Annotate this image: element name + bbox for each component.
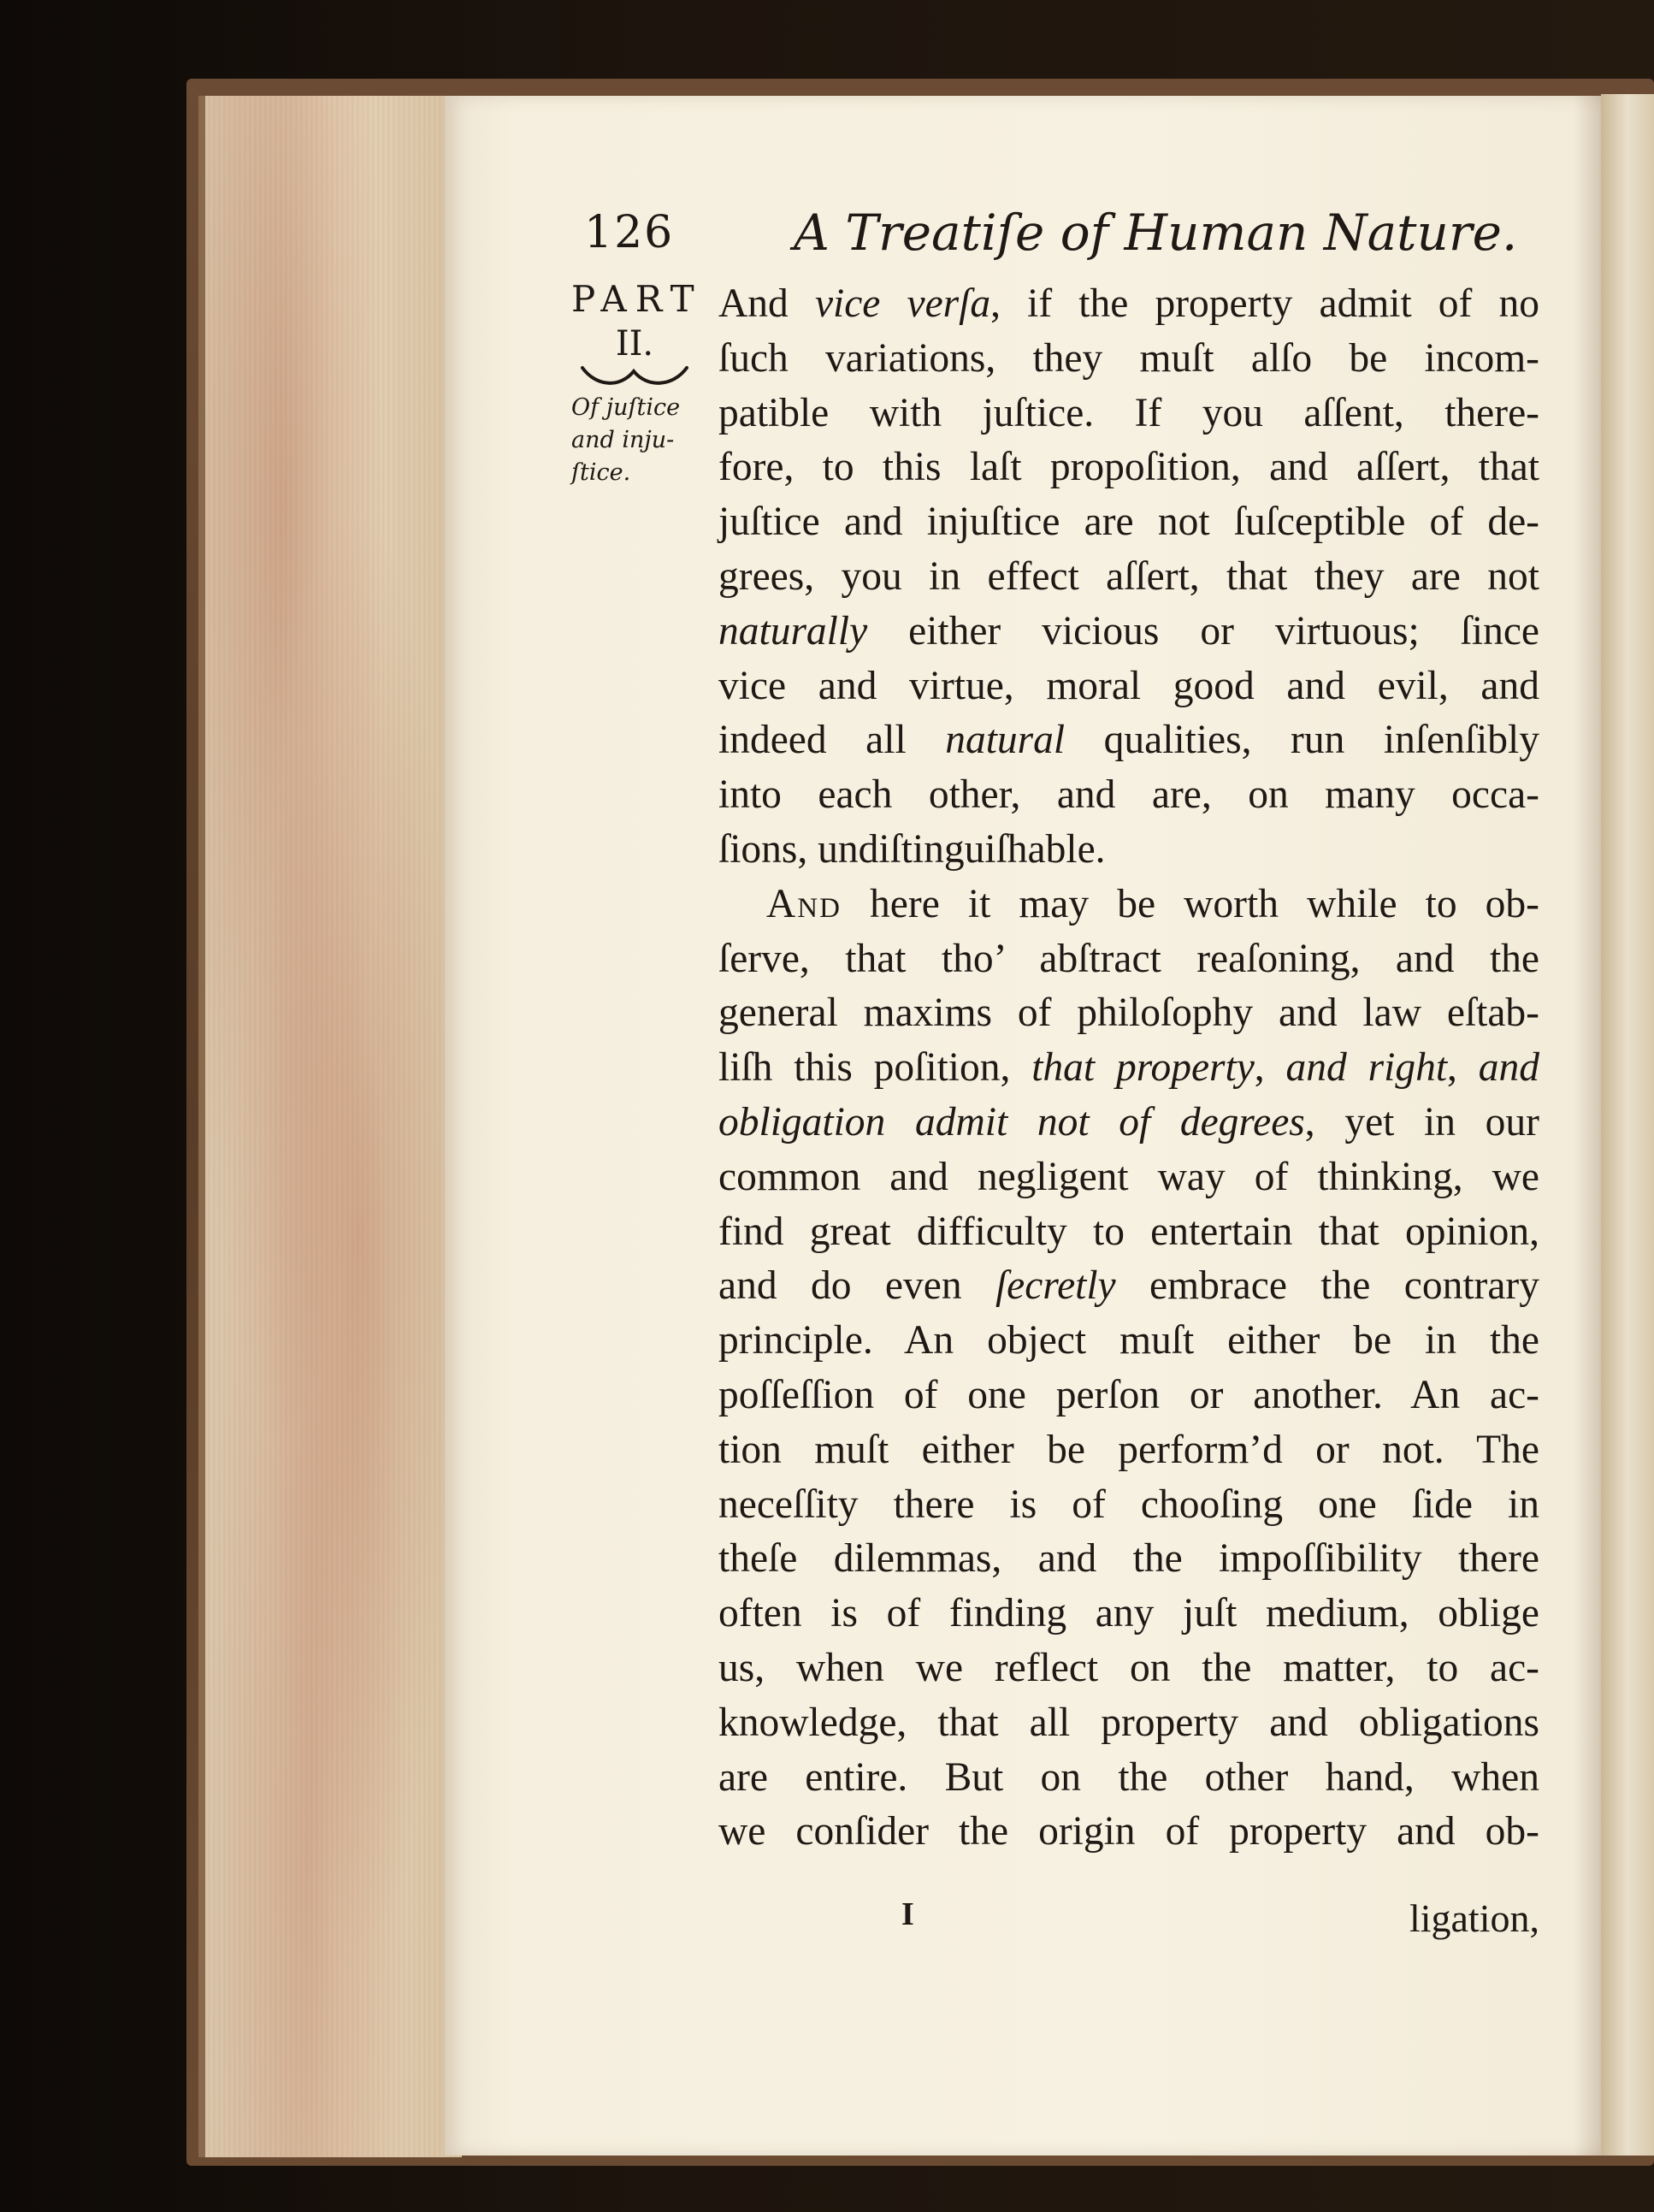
- side-note-line: and inju-: [571, 427, 675, 453]
- part-number: II.: [615, 324, 654, 364]
- text-run: into each other, and are, on many occa-: [718, 772, 1539, 818]
- text-run: indeed all: [718, 718, 946, 763]
- text-run: ſerve, that tho’ abſtract reaſoning, and the: [718, 936, 1539, 981]
- text-run: knowledge, that all property and obligations: [718, 1700, 1539, 1745]
- side-note: [571, 392, 691, 489]
- signature-mark: I: [901, 1896, 914, 1932]
- page-header: [584, 204, 1518, 275]
- text-line: [718, 1696, 1539, 1751]
- text-run: here it may be worth while to ob-: [841, 881, 1539, 926]
- text-run: poſſeſſion of one perſon or another. An ac-: [718, 1372, 1539, 1417]
- text-run: embrace the contrary: [1115, 1263, 1539, 1309]
- page-number: 126: [584, 207, 675, 258]
- text-line: [718, 823, 1539, 878]
- text-line: [718, 1751, 1539, 1806]
- text-line: [718, 1096, 1539, 1150]
- text-run: liſh this poſition,: [718, 1045, 1032, 1091]
- text-run: fore, to this laſt propoſition, and aſſert, that: [718, 445, 1539, 490]
- text-run: often is of finding any juſt medium, oblige: [718, 1591, 1539, 1636]
- text-run: ſions, undiſtinguiſhable.: [718, 826, 1106, 872]
- italic-text: ſecretly: [995, 1263, 1116, 1309]
- text-line: [718, 768, 1539, 823]
- text-line: [718, 332, 1539, 387]
- italic-text: and right: [1285, 1045, 1448, 1091]
- text-line: [718, 441, 1539, 495]
- marginal-notes: [571, 277, 703, 489]
- text-run: juſtice and injuſtice are not ſuſceptible of de-: [718, 500, 1539, 545]
- page-footer: [718, 1896, 1539, 1950]
- part-label: PART: [571, 278, 703, 320]
- text-run: patible with juſtice. If you aſſent, there-: [718, 390, 1539, 435]
- text-run: we conſider the origin of property and ob-: [718, 1809, 1539, 1854]
- text-line: [718, 932, 1539, 987]
- text-line: [718, 1423, 1539, 1478]
- text-run: , yet in our: [1304, 1099, 1539, 1144]
- italic-text: and: [1478, 1045, 1540, 1091]
- text-run: neceſſity there is of chooſing one ſide in: [718, 1482, 1539, 1527]
- text-line: [718, 605, 1539, 659]
- text-line: [718, 659, 1539, 714]
- text-line: [718, 1150, 1539, 1205]
- text-run: us, when we reflect on the matter, to ac-: [718, 1645, 1539, 1690]
- text-run: are entire. But on the other hand, when: [718, 1754, 1539, 1800]
- text-line: [718, 1259, 1539, 1314]
- text-run: theſe dilemmas, and the impoſſibility there: [718, 1536, 1539, 1582]
- text-line: [718, 1805, 1539, 1860]
- text-line: [718, 1369, 1539, 1423]
- text-run: , if the property admit of no: [990, 281, 1539, 326]
- text-line: [718, 878, 1539, 932]
- text-run: ,: [1254, 1045, 1286, 1091]
- text-run: find great difficulty to entertain that opinion,: [718, 1209, 1539, 1254]
- side-note-line: ſtice.: [571, 459, 631, 486]
- italic-text: that property: [1031, 1045, 1255, 1091]
- text-run: And: [718, 281, 815, 326]
- text-run: tion muſt either be perform’d or not. The: [718, 1427, 1539, 1472]
- text-line: [718, 277, 1539, 332]
- page-edges: [198, 96, 462, 2157]
- text-line: [718, 1587, 1539, 1641]
- text-run: ſuch variations, they muſt alſo be incom-: [718, 335, 1539, 381]
- text-line: [718, 1532, 1539, 1587]
- running-title: A Treatiſe of Human Nature.: [794, 204, 1518, 262]
- side-note-line: Of juſtice: [571, 394, 681, 421]
- text-run: principle. An object muſt either be in the: [718, 1318, 1539, 1363]
- text-run: common and negligent way of thinking, we: [718, 1154, 1539, 1199]
- text-run: either vicious or virtuous; ſince: [867, 608, 1539, 654]
- text-line: [718, 713, 1539, 768]
- catchword: ligation,: [1409, 1896, 1539, 1940]
- italic-text: obligation admit not of degrees: [718, 1099, 1305, 1144]
- paragraph-lead-word: And: [766, 881, 842, 926]
- text-line: [718, 1314, 1539, 1369]
- text-run: general maxims of philoſophy and law eſtab-: [718, 991, 1539, 1036]
- text-line: [718, 1041, 1539, 1096]
- text-line: [718, 1641, 1539, 1696]
- italic-text: naturally: [718, 608, 868, 654]
- text-run: qualities, run inſenſibly: [1065, 718, 1539, 763]
- text-line: [718, 495, 1539, 550]
- facing-page-edge: [1601, 94, 1654, 2156]
- text-line: [718, 1205, 1539, 1260]
- text-line: [718, 1478, 1539, 1533]
- text-run: vice and virtue, moral good and evil, and: [718, 663, 1539, 708]
- text-run: and do even: [718, 1263, 995, 1309]
- brace-ornament-icon: [579, 363, 690, 392]
- text-line: [718, 387, 1539, 441]
- text-run: grees, you in effect aſſert, that they are not: [718, 553, 1539, 599]
- body-text: [718, 277, 1539, 1860]
- text-run: ,: [1447, 1045, 1479, 1091]
- italic-text: vice verſa: [814, 281, 991, 326]
- text-line: [718, 550, 1539, 605]
- text-line: [718, 986, 1539, 1041]
- italic-text: natural: [945, 718, 1066, 763]
